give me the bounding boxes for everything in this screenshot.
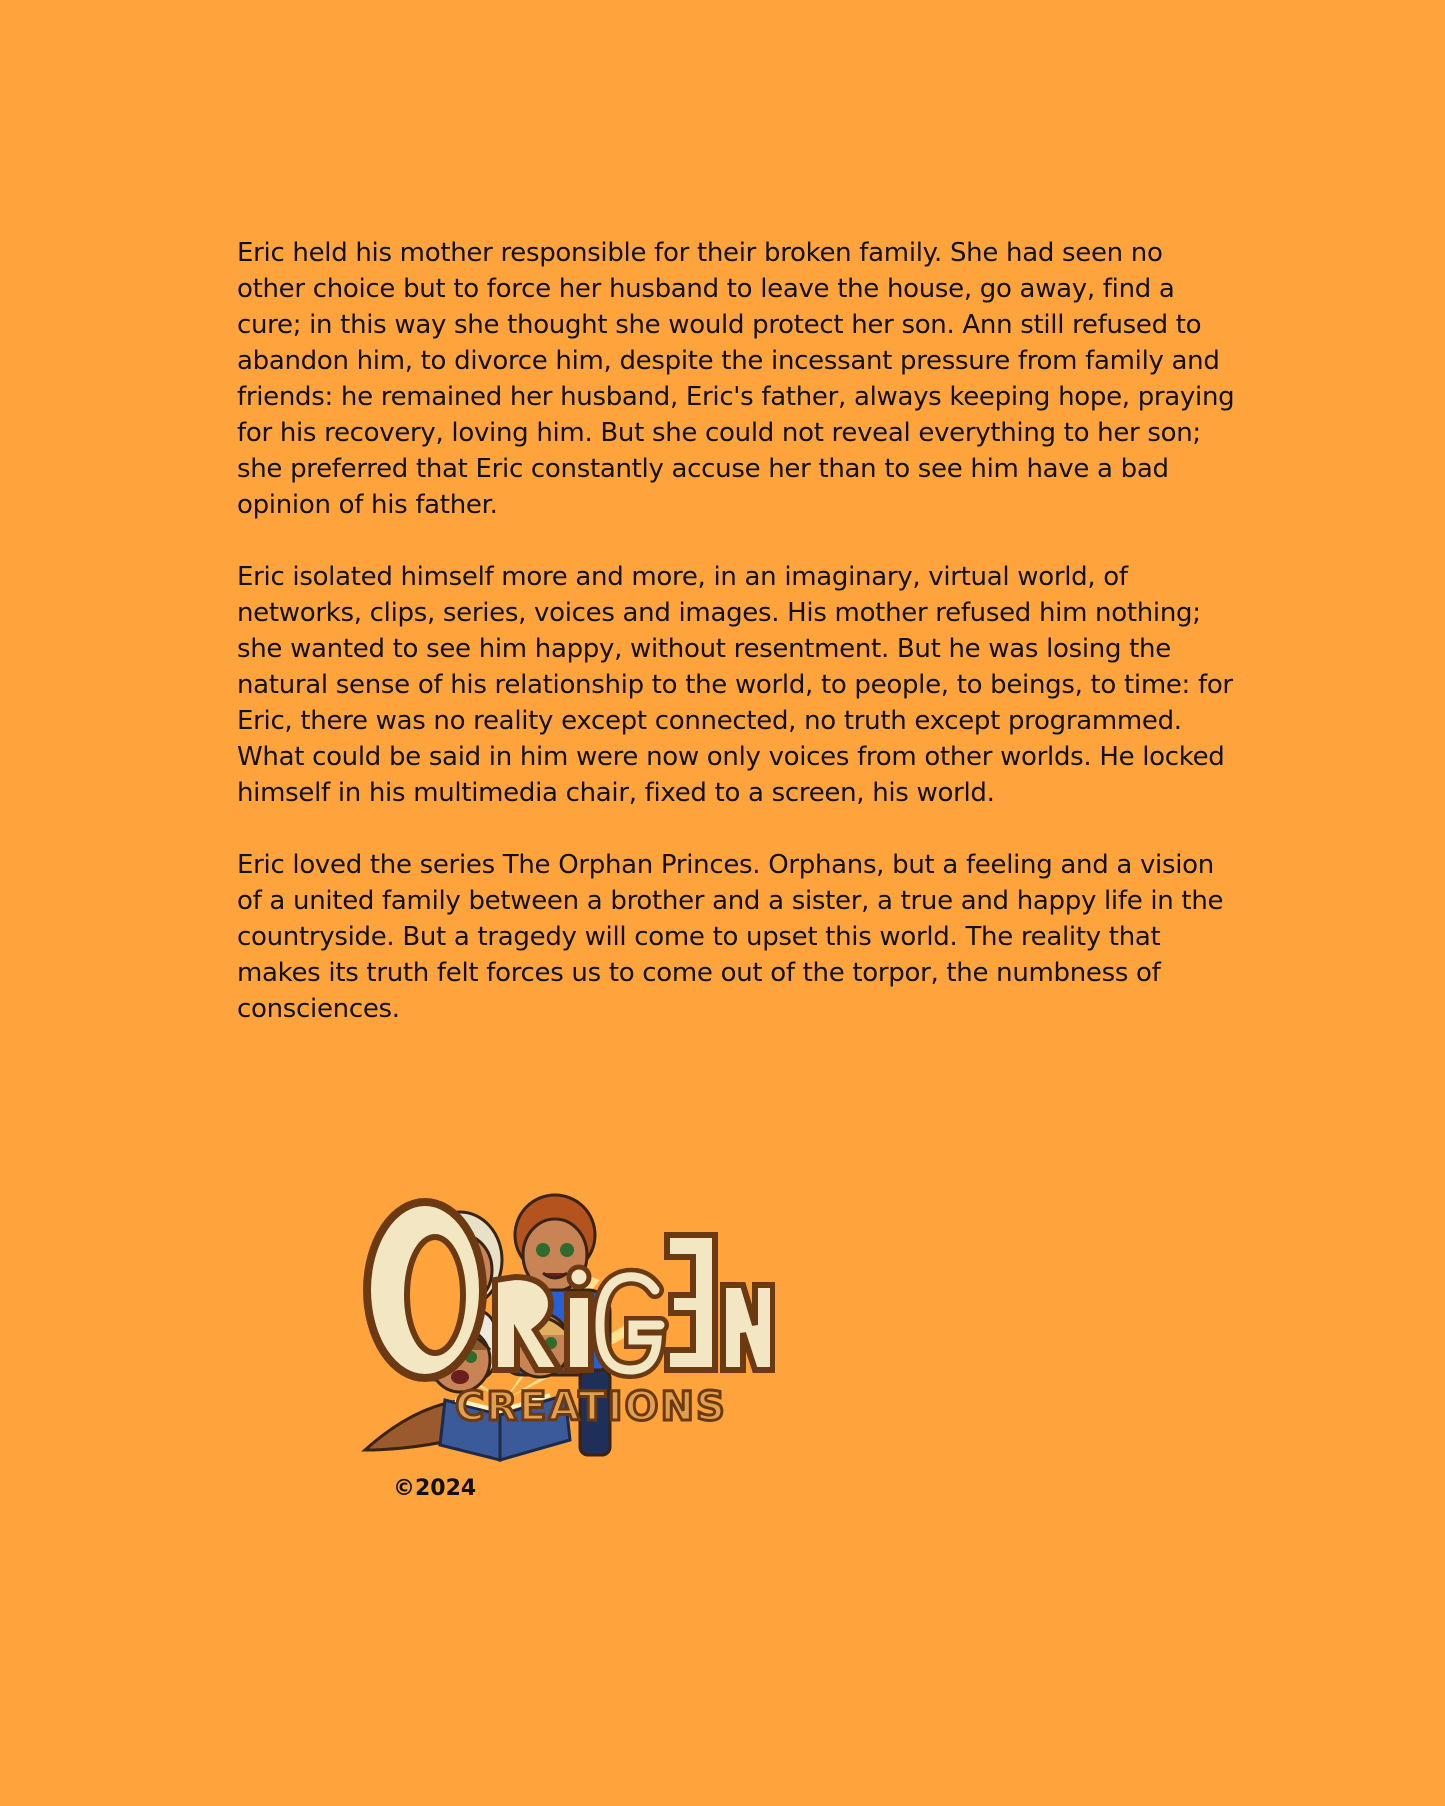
origen-creations-logo bbox=[355, 1185, 1055, 1475]
paragraph-2: Eric isolated himself more and more, in an imaginary, virtual world, of networks, clips, series, voices and images. His mother refused him nothing; she wanted to see him happy, without resentment. But he was losing the natural sense of his relationship to the world, to people, to beings, to time: for Eric, there was no reality except connected, no truth except programmed. What could be said in him were now only voices from other worlds. He locked himself in his multimedia chair, fixed to a screen, his world. bbox=[237, 562, 1233, 808]
paragraph-1: Eric held his mother responsible for their broken family. She had seen no other choice but to force her husband to leave the house, go away, find a cure; in this way she thought she would protect her son. Ann still refused to abandon him, to divorce him, despite the incessant pressure from family and friends: he remained her husband, Eric's father, always keeping hope, praying for his recovery, loving him. But she could not reveal everything to her son; she preferred that Eric constantly accuse her than to see him have a bad opinion of his father. bbox=[237, 238, 1235, 520]
paragraph-3: Eric loved the series The Orphan Princes. Orphans, but a feeling and a vision of a united family between a brother and a sister, a true and happy life in the countryside. But a tragedy will come to upset this world. The reality that makes its truth felt forces us to come out of the torpor, the numbness of consciences. bbox=[237, 850, 1224, 1024]
body-text bbox=[237, 235, 1237, 1063]
copyright-notice: ©2024 bbox=[393, 1476, 477, 1501]
logo-subtitle: CREATIONS bbox=[455, 1384, 727, 1430]
origen-wordmark bbox=[355, 1185, 775, 1435]
